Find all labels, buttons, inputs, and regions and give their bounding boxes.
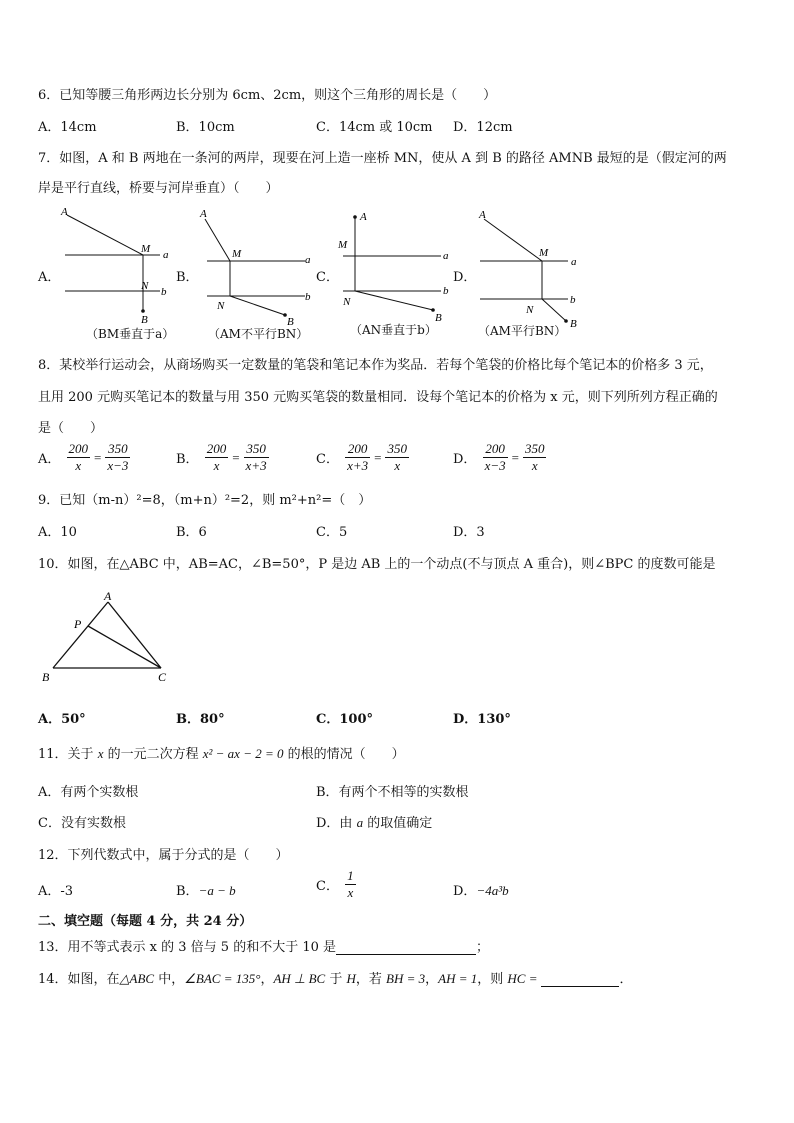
q6-option-d: D．12cm [453,120,513,135]
q11-option-a: A．有两个实数根 [38,785,139,800]
q9-option-a: A．10 [38,525,77,540]
q7b-label-b: b [305,291,311,303]
q13-stem: 13．用不等式表示 x 的 3 倍与 5 的和不大于 10 是 ； [38,940,490,955]
q10-option-a: A．50° [38,712,86,727]
q7-option-b: B． [176,270,199,285]
q7-option-c: C． [316,270,339,285]
q9-option-c: C．5 [316,525,348,540]
q7-caption-b: （AM不平行BN） [208,327,309,341]
q10-option-d: D．130° [453,712,511,727]
q12-option-b: B．−a − b [176,883,236,899]
q9-option-b: B．6 [176,525,207,540]
q8-option-c: C． $\frac{200}{x+3}$ = $\frac{350}{x}$ [316,441,407,473]
q8-option-b: B． $\frac{200}{x}$ = $\frac{350}{x+3}$ [176,441,267,473]
q7c-label-a: a [443,250,449,262]
q7-caption-a: （BM垂直于a） [86,327,175,341]
q7-caption-c: （AN垂直于b） [350,323,437,337]
q13-answer-blank[interactable] [336,940,476,955]
q7-caption-d: （AM平行BN） [478,324,567,338]
q7d-label-M: M [539,247,549,259]
q11-option-c: C．没有实数根 [38,816,126,831]
q7b-label-A: A [200,208,207,220]
q7a-label-N: N [141,280,149,292]
q7c-label-B: B [435,312,442,324]
q7-figure-b [195,203,325,328]
q6-stem: 6．已知等腰三角形两边长分别为 6cm、2cm，则这个三角形的周长是（ ） [38,88,497,103]
q7a-label-A: A [61,206,68,218]
q6-option-b: B．10cm [176,120,235,135]
q8-stem-line1: 8．某校举行运动会，从商场购买一定数量的笔袋和笔记本作为奖品．若每个笔袋的价格比每个笔记本的价格多 3 元， [38,358,713,373]
q7c-label-N: N [343,296,351,308]
q7-figure-a [55,203,185,328]
q10-option-b: B．80° [176,712,225,727]
q11-stem: 11．关于 x 的一元二次方程 x² − ax − 2 = 0 的根的情况（ ） [38,746,405,762]
q7c-label-b: b [443,285,449,297]
q11-option-b: B．有两个不相等的实数根 [316,785,469,800]
q8-option-a: A． $\frac{200}{x}$ = $\frac{350}{x-3}$ [38,441,129,473]
q7c-label-M: M [338,239,348,251]
q7b-label-M: M [232,248,242,260]
q8-stem-line3: 是（ ） [38,421,104,436]
q7a-label-b: b [161,286,167,298]
q11-option-d: D．由 a 的取值确定 [316,815,433,831]
q9-stem: 9．已知（m-n）²=8，（m+n）²=2，则 m²+n²=（ ） [38,493,372,508]
q10-option-c: C．100° [316,712,373,727]
q6-option-c: C．14cm 或 10cm [316,120,433,135]
q7-option-d: D． [453,270,477,285]
q7-option-a: A． [38,270,61,285]
q12-option-c: C． $\frac{1}{x}$ [316,868,354,900]
q10-stem: 10．如图，在△ABC 中，AB=AC，∠B=50°，P 是边 AB 上的一个动点(不与顶点 A 重合)，则∠BPC 的度数可能是 [38,557,716,572]
q7c-label-A: A [360,211,367,223]
q12-stem: 12．下列代数式中，属于分式的是（ ） [38,848,289,863]
q9-option-d: D．3 [453,525,485,540]
section2-title: 二、填空题（每题 4 分，共 24 分） [38,914,253,929]
q8-option-d: D． $\frac{200}{x-3}$ = $\frac{350}{x}$ [453,441,545,473]
q6-option-a: A．14cm [38,120,97,135]
q7b-label-B: B [287,316,294,328]
q10-label-B: B [42,670,50,684]
q12-option-a: A．-3 [38,884,74,899]
q7-stem-line2: 岸是平行直线，桥要与河岸垂直）（ ） [38,181,279,196]
q7d-label-B: B [570,318,577,330]
q7d-label-b: b [570,294,576,306]
q10-triangle-figure [38,586,178,686]
q10-label-A: A [104,589,112,603]
q7d-label-a: a [571,256,577,268]
q7-figure-d [470,203,590,333]
q7d-label-N: N [526,304,534,316]
q7-stem-line1: 7．如图，A 和 B 两地在一条河的两岸，现要在河上造一座桥 MN，使从 A 到 B 的路径 AMNB 最短的是（假定河的两 [38,151,727,166]
q7a-label-M: M [141,243,151,255]
q14-answer-blank[interactable] [541,972,619,987]
q8-stem-line2: 且用 200 元购买笔记本的数量与用 350 元购买笔袋的数量相同．设每个笔记本的价格为 x 元，则下列所列方程正确的 [38,390,718,405]
q7a-label-B: B [141,314,148,326]
q14-stem: 14．如图，在△ABC 中，∠BAC = 135°，AH ⊥ BC 于 H，若 BH = 3，AH = 1，则 HC = ． [38,971,633,987]
q12-option-d: D．−4a³b [453,883,509,899]
q7d-label-A: A [479,209,486,221]
q10-label-C: C [158,670,167,684]
q7a-label-a: a [163,249,169,261]
q7b-label-N: N [217,300,225,312]
q7b-label-a: a [305,254,311,266]
q10-label-P: P [74,617,82,631]
q7-figure-c [333,203,463,328]
